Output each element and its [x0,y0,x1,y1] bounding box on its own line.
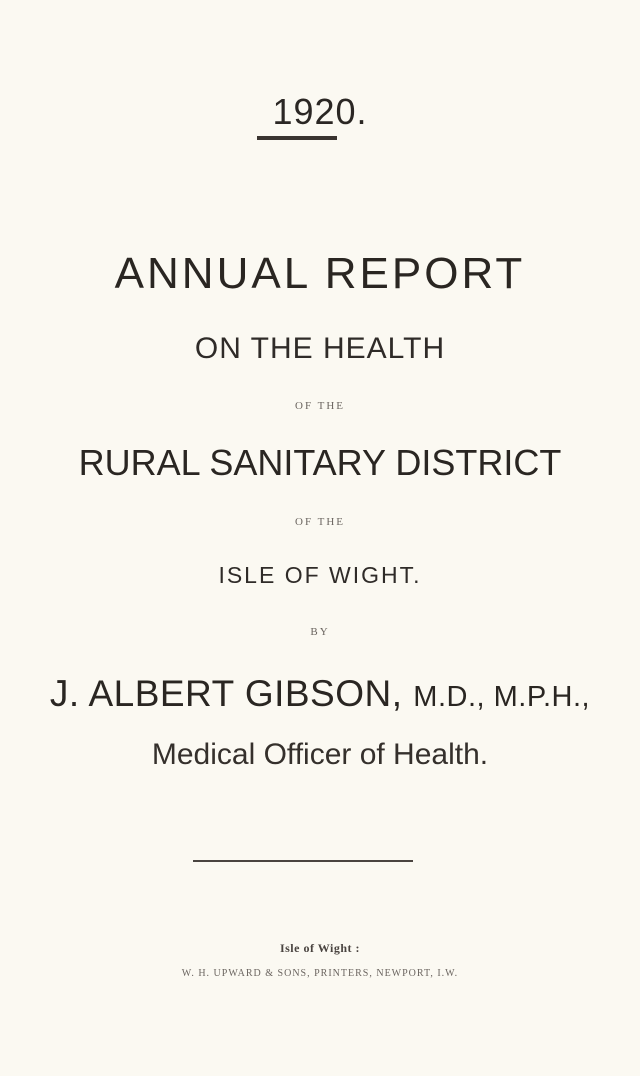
imprint-divider-rule [193,860,413,862]
district-name: RURAL SANITARY DISTRICT [78,442,562,483]
year-underline-rule [257,136,337,140]
report-year: 1920. [272,91,368,132]
of-the-connector-1: OF THE [295,400,345,412]
report-title: ANNUAL REPORT [114,249,526,298]
author-line [0,675,640,712]
of-the-connector-2: OF THE [295,516,345,528]
by-connector: BY [310,626,330,638]
author-role: Medical Officer of Health. [151,738,489,771]
report-subtitle: ON THE HEALTH [194,332,446,365]
place-name: ISLE OF WIGHT. [218,562,422,588]
imprint-place: Isle of Wight : [279,941,361,955]
author-degrees: M.D., M.P.H., [413,681,591,713]
author-name: J. ALBERT GIBSON, [49,673,403,714]
imprint-printer: W. H. UPWARD & SONS, PRINTERS, NEWPORT, I.W. [181,968,459,979]
